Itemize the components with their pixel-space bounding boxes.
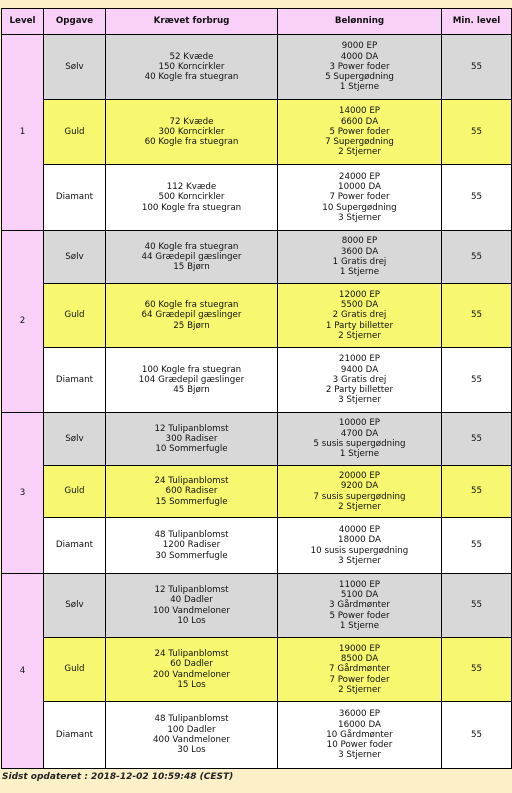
required-item: 10 Los	[177, 615, 206, 626]
header-task: Opgave	[44, 9, 106, 35]
reward-cell	[278, 466, 442, 518]
min-level-cell: 55	[442, 231, 512, 284]
level-cell: 3	[2, 413, 44, 574]
reward-item: 12000 EP	[338, 289, 381, 300]
reward-item: 40000 EP	[338, 524, 381, 535]
required-cell	[106, 702, 278, 769]
table-row	[2, 413, 512, 466]
reward-item: 36000 EP	[338, 709, 381, 720]
reward-item: 2 Party billetter	[325, 385, 394, 396]
required-item: 500 Korncirkler	[158, 192, 225, 203]
required-item: 1200 Radiser	[162, 540, 221, 551]
required-item: 52 Kvæde	[169, 51, 214, 62]
required-cell	[106, 35, 278, 100]
reward-item: 9200 DA	[340, 481, 379, 492]
level-cell: 2	[2, 231, 44, 413]
table-row	[2, 518, 512, 574]
required-cell	[106, 231, 278, 284]
task-cell: Guld	[44, 466, 106, 518]
reward-item: 10000 DA	[338, 182, 381, 193]
task-cell: Guld	[44, 638, 106, 702]
required-item: 600 Radiser	[165, 486, 218, 497]
table-row	[2, 165, 512, 231]
reward-item: 2 Stjerner	[338, 684, 381, 695]
task-cell: Sølv	[44, 35, 106, 100]
reward-item: 11000 EP	[338, 579, 381, 590]
required-item: 60 Dadler	[170, 659, 213, 670]
reward-cell	[278, 702, 442, 769]
reward-item: 5 susis supergødning	[313, 439, 406, 449]
reward-item: 9000 EP	[341, 41, 378, 52]
reward-item: 7 Power foder	[329, 192, 390, 203]
required-item: 100 Kogle fra stuegran	[141, 202, 242, 213]
required-item: 64 Grædepil gæslinger	[141, 310, 242, 321]
table-row	[2, 638, 512, 702]
reward-item: 20000 EP	[338, 470, 381, 481]
reward-item: 5100 DA	[340, 590, 379, 601]
reward-item: 2 Stjerner	[338, 147, 381, 158]
required-item: 45 Bjørn	[173, 385, 210, 396]
table-row	[2, 348, 512, 413]
reward-item: 16000 DA	[338, 719, 381, 730]
required-item: 15 Sommerfugle	[155, 496, 228, 507]
header-reward: Belønning	[278, 9, 442, 35]
task-cell: Guld	[44, 100, 106, 165]
reward-item: 3 Gratis drej	[332, 374, 387, 385]
required-item: 40 Dadler	[170, 595, 213, 606]
reward-item: 1 Party billetter	[325, 320, 394, 331]
required-item: 24 Tulipanblomst	[154, 476, 229, 487]
reward-item: 19000 EP	[338, 643, 381, 654]
required-item: 104 Grædepil gæslinger	[138, 374, 245, 385]
required-item: 25 Bjørn	[173, 320, 210, 331]
reward-item: 5 Power foder	[329, 126, 390, 137]
required-item: 15 Los	[177, 679, 206, 690]
table-row	[2, 702, 512, 769]
reward-item: 7 Supergødning	[325, 137, 394, 148]
reward-cell	[278, 413, 442, 466]
required-item: 40 Kogle fra stuegran	[144, 72, 239, 83]
min-level-cell: 55	[442, 165, 512, 231]
reward-item: 1 Stjerne	[339, 449, 380, 460]
reward-item: 3 Stjerner	[338, 212, 381, 223]
min-level-cell: 55	[442, 35, 512, 100]
min-level-cell: 55	[442, 284, 512, 348]
reward-item: 4700 DA	[340, 428, 379, 439]
required-cell	[106, 284, 278, 348]
required-item: 48 Tulipanblomst	[154, 530, 229, 541]
required-item: 12 Tulipanblomst	[154, 423, 229, 434]
table-row	[2, 100, 512, 165]
level-cell: 1	[2, 35, 44, 231]
required-cell	[106, 165, 278, 231]
table-row	[2, 284, 512, 348]
reward-cell	[278, 348, 442, 413]
quest-table	[1, 8, 512, 769]
task-cell: Diamant	[44, 518, 106, 574]
task-cell: Sølv	[44, 413, 106, 466]
reward-item: 9400 DA	[340, 364, 379, 375]
table-row	[2, 35, 512, 100]
min-level-cell: 55	[442, 100, 512, 165]
reward-cell	[278, 284, 442, 348]
required-item: 100 Dadler	[167, 724, 216, 735]
reward-cell	[278, 35, 442, 100]
required-item: 60 Kogle fra stuegran	[144, 300, 239, 311]
reward-item: 7 susis supergødning	[313, 491, 406, 502]
reward-item: 3 Stjerner	[338, 555, 381, 566]
task-cell: Sølv	[44, 574, 106, 638]
reward-item: 1 Stjerne	[339, 82, 380, 93]
required-item: 60 Kogle fra stuegran	[144, 137, 239, 148]
header-row	[2, 9, 512, 35]
reward-item: 2 Gratis drej	[332, 310, 387, 321]
reward-item: 3 Power foder	[329, 61, 390, 72]
required-item: 150 Korncirkler	[158, 61, 225, 72]
required-item: 30 Sommerfugle	[155, 550, 228, 561]
required-item: 48 Tulipanblomst	[154, 714, 229, 725]
required-item: 24 Tulipanblomst	[154, 648, 229, 659]
reward-item: 2 Stjerner	[338, 501, 381, 512]
min-level-cell: 55	[442, 574, 512, 638]
reward-item: 10 susis supergødning	[310, 545, 409, 556]
min-level-cell: 55	[442, 413, 512, 466]
header-min-level: Min. level	[442, 9, 512, 35]
min-level-cell: 55	[442, 466, 512, 518]
required-item: 30 Los	[177, 745, 206, 756]
task-cell: Guld	[44, 284, 106, 348]
required-item: 200 Vandmeloner	[153, 669, 230, 680]
table-row	[2, 574, 512, 638]
task-cell: Sølv	[44, 231, 106, 284]
reward-item: 10000 EP	[338, 418, 381, 429]
reward-item: 7 Power foder	[329, 674, 390, 685]
reward-item: 3 Stjerner	[338, 750, 381, 761]
required-item: 15 Bjørn	[173, 262, 210, 273]
table-row	[2, 466, 512, 518]
required-item: 300 Radiser	[165, 433, 218, 444]
reward-cell	[278, 100, 442, 165]
table-row	[2, 231, 512, 284]
required-item: 10 Sommerfugle	[155, 444, 228, 455]
reward-cell	[278, 574, 442, 638]
reward-item: 18000 DA	[338, 535, 381, 546]
required-cell	[106, 638, 278, 702]
reward-item: 1 Stjerne	[339, 620, 380, 631]
min-level-cell: 55	[442, 638, 512, 702]
level-cell: 4	[2, 574, 44, 769]
reward-item: 3 Gårdmønter	[329, 600, 390, 611]
required-item: 400 Vandmeloner	[153, 735, 230, 745]
required-item: 44 Grædepil gæslinger	[141, 251, 242, 262]
min-level-cell: 55	[442, 518, 512, 574]
reward-item: 6600 DA	[340, 116, 379, 127]
reward-item: 10 Gårdmønter	[326, 729, 393, 740]
required-item: 300 Korncirkler	[158, 126, 225, 137]
last-updated: Sidst opdateret : 2018-12-02 10:59:48 (CEST)	[2, 772, 234, 782]
reward-item: 5 Supergødning	[325, 72, 394, 83]
reward-item: 5 Power foder	[329, 610, 390, 621]
required-cell	[106, 413, 278, 466]
required-cell	[106, 518, 278, 574]
reward-item: 8000 EP	[341, 236, 378, 247]
required-item: 40 Kogle fra stuegran	[144, 241, 239, 252]
reward-item: 21000 EP	[338, 354, 381, 365]
reward-item: 8500 DA	[340, 654, 379, 665]
required-item: 100 Kogle fra stuegran	[141, 364, 242, 375]
table-body	[2, 35, 512, 769]
reward-item: 5500 DA	[340, 300, 379, 311]
reward-cell	[278, 231, 442, 284]
reward-item: 14000 EP	[338, 106, 381, 117]
reward-item: 2 Stjerner	[338, 330, 381, 341]
header-required: Krævet forbrug	[106, 9, 278, 35]
required-cell	[106, 348, 278, 413]
reward-cell	[278, 518, 442, 574]
reward-item: 7 Gårdmønter	[329, 664, 390, 675]
reward-item: 4000 DA	[340, 51, 379, 62]
reward-item: 24000 EP	[338, 171, 381, 182]
required-item: 112 Kvæde	[166, 182, 217, 193]
reward-item: 10 Supergødning	[322, 202, 397, 213]
reward-cell	[278, 638, 442, 702]
reward-item: 10 Power foder	[326, 740, 393, 751]
reward-item: 3 Stjerner	[338, 395, 381, 406]
task-cell: Diamant	[44, 702, 106, 769]
task-cell: Diamant	[44, 165, 106, 231]
reward-item: 1 Gratis drej	[332, 257, 387, 267]
required-cell	[106, 574, 278, 638]
task-cell: Diamant	[44, 348, 106, 413]
required-item: 72 Kvæde	[169, 116, 214, 127]
reward-cell	[278, 165, 442, 231]
min-level-cell: 55	[442, 348, 512, 413]
reward-item: 3600 DA	[340, 246, 379, 257]
min-level-cell: 55	[442, 702, 512, 769]
required-item: 12 Tulipanblomst	[154, 584, 229, 595]
header-level: Level	[2, 9, 44, 35]
required-item: 100 Vandmeloner	[153, 605, 230, 616]
required-cell	[106, 466, 278, 518]
reward-item: 1 Stjerne	[339, 267, 380, 278]
required-cell	[106, 100, 278, 165]
